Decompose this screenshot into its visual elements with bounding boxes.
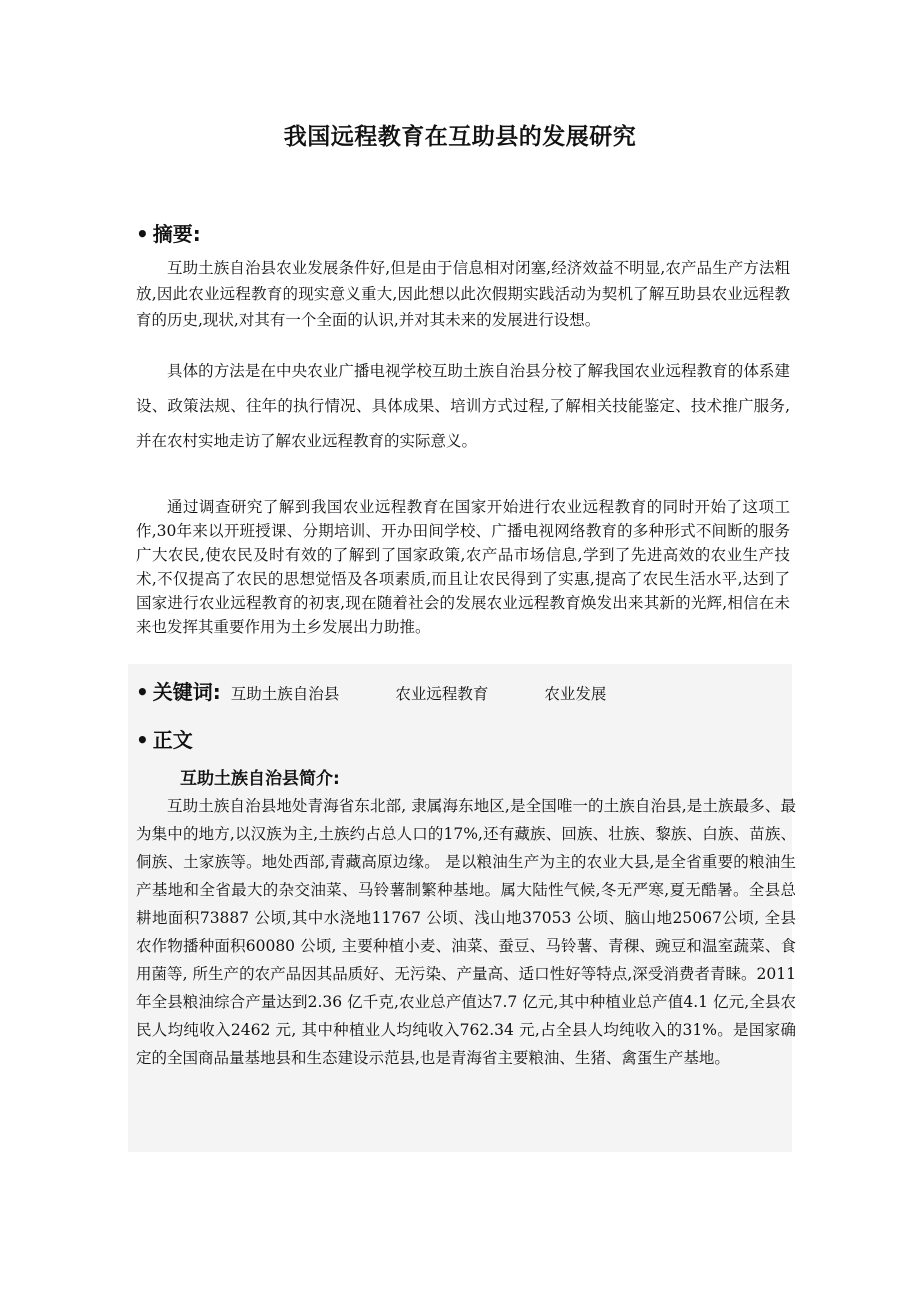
keyword-item: 农业发展 [544,685,607,703]
keywords-heading: 关键词: [152,680,221,704]
keyword-item: 农业远程教育 [395,685,489,703]
county-intro-subheading: 互助土族自治县简介: [180,769,340,789]
county-intro-paragraph [136,792,796,1072]
abstract-paragraph-3 [136,495,790,639]
keyword-item: 互助土族自治县 [230,685,340,703]
abstract-paragraph-1 [136,255,790,333]
main-text-heading [136,724,193,753]
abstract-heading-label: 摘要: [152,222,201,246]
paragraph-text: 具体的方法是在中央农业广播电视学校互助土族自治县分校了解我国农业远程教育的体系建设、政策法规、往年的执行情况、具体成果、培训方式过程,了解相关技能鉴定、技术推广服务,并在农村实地走访了解农业远程教育的实际意义。 [136,362,790,450]
paragraph-text: 通过调查研究了解到我国农业远程教育在国家开始进行农业远程教育的同时开始了这项工作,30年来以开班授课、分期培训、开办田间学校、广播电视网络教育的多种形式不间断的服务广大农民,使农民及时有效的了解到了国家政策,农产品市场信息,学到了先进高效的农业生产技术,不仅提高了农民的思想觉悟及各项素质,而且让农民得到了实惠,提高了农民生活水平,达到了国家进行农业远程教育的初衷,现在随着社会的发展农业远程教育焕发出来其新的光辉,相信在未来也发挥其重要作用为土乡发展出力助推。 [136,498,790,636]
abstract-heading [136,218,201,247]
abstract-paragraph-2 [136,354,790,459]
keywords-line [136,676,606,705]
paragraph-text: 互助土族自治县农业发展条件好,但是由于信息相对闭塞,经济效益不明显,农产品生产方法粗放,因此农业远程教育的现实意义重大,因此想以此次假期实践活动为契机了解互助县农业远程教 育的历史,现状,对其有一个全面的认识,并对其未来的发展进行设想。 [136,259,790,329]
main-text-heading-label: 正文 [152,728,193,752]
bullet-icon: • [136,680,149,704]
bullet-icon: • [136,728,149,752]
bullet-icon: • [136,222,149,246]
paragraph-text: 互助土族自治县地处青海省东北部, 隶属海东地区,是全国唯一的土族自治县,是土族最多、最为集中的地方,以汉族为主,土族约占总人口的17%,还有藏族、回族、壮族、黎族、白族、苗族、侗族、土家族等。地处西部,青藏高原边缘。 是以粮油生产为主的农业大县,是全省重要的粮油生产基地和全省最大的杂交油菜、马铃薯制繁种基地。属大陆性气候,冬无严寒,夏无酷暑。全县总耕地面积73887 公顷,其中水浇地11767 公顷、浅山地37053 公顷、脑山地25067公顷, 全县农作物播种面积60080 公顷, 主要种植小麦、油菜、蚕豆、马铃薯、青稞、豌豆和温室蔬菜、食用菌等, 所生产的农产品因其品质好、无污染、产量高、适口性好等特点,深受消费者青睐。2011年全县粮油综合产量达到2.36 亿千克,农业总产值达7.7 亿元,其中种植业总产值4.1 亿元,全县农民人均纯收入2462 元, 其中种植业人均纯收入762.34 元,占全县人均纯收入的31%。是国家确定的全国商品量基地县和生态建设示范县,也是青海省主要粮油、生猪、禽蛋生产基地。 [136,797,796,1067]
document-title: 我国远程教育在互助县的发展研究 [283,124,637,150]
